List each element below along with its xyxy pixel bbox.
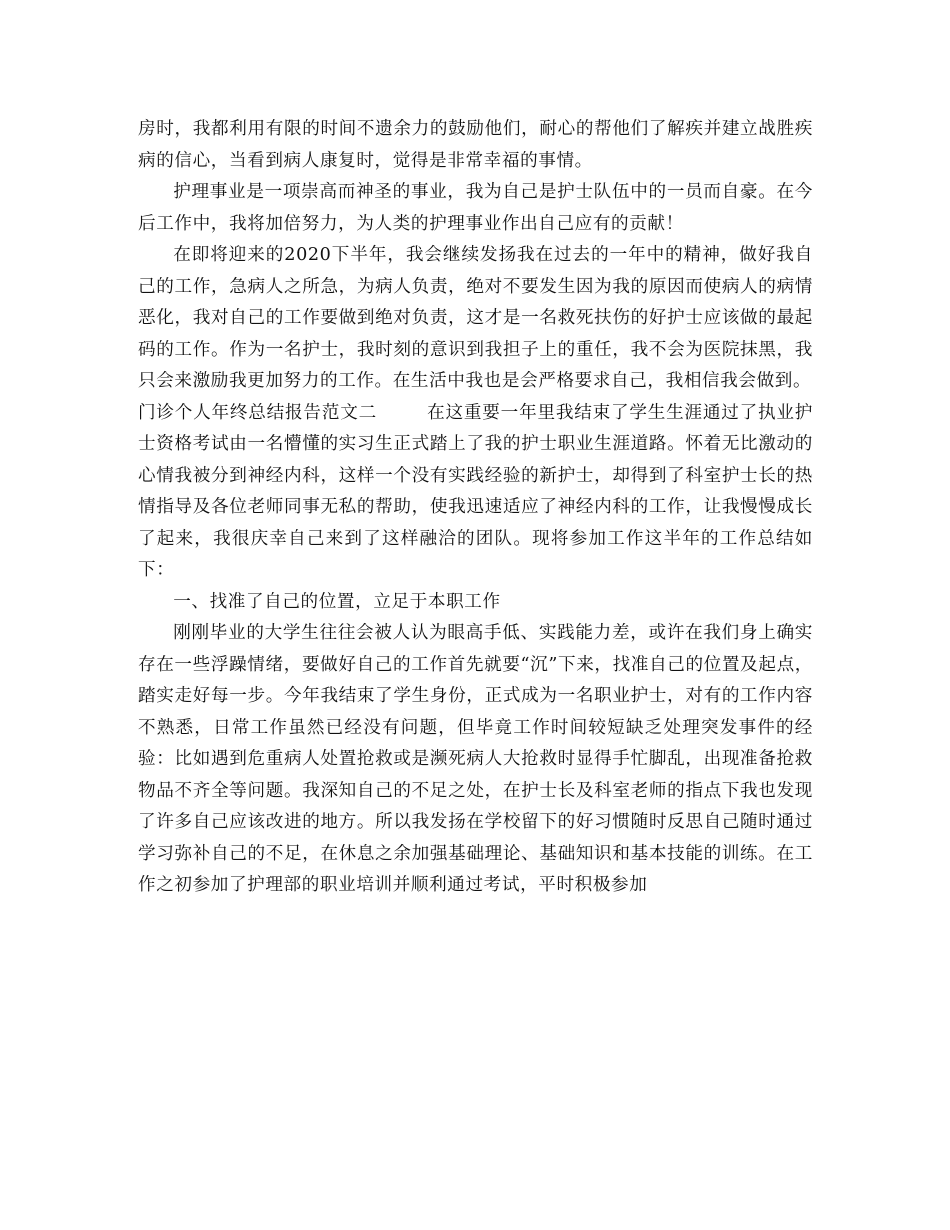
section-paragraph: [138, 398, 813, 587]
paragraph-3: 在即将迎来的2020下半年，我会继续发扬我在过去的一年中的精神，做好我自己的工作，急病人之所急，为病人负责，绝对不要发生因为我的原因而使病人的病情恶化，我对自己的工作要做到绝对负责，这才是一名救死扶伤的好护士应该做的最起码的工作。作为一名护士，我时刻的意识到我担子上的重任，我不会为医院抹黑，我只会来激励我更加努力的工作。在生活中我也是会严格要求自己，我相信我会做到。: [138, 245, 813, 391]
paragraph-1: 房时，我都利用有限的时间不遗余力的鼓励他们，耐心的帮他们了解疾并建立战胜疾病的信心，当看到病人康复时，觉得是非常幸福的事情。: [138, 119, 813, 171]
body-paragraph: 刚刚毕业的大学生往往会被人认为眼高手低、实践能力差，或许在我们身上确实存在一些浮躁情绪，要做好自己的工作首先就要“沉”下来，找准自己的位置及起点，踏实走好每一步。今年我结束了学生身份，正式成为一名职业护士，对有的工作内容不熟悉，日常工作虽然已经没有问题，但毕竟工作时间较短缺乏处理突发事件的经验：比如遇到危重病人处置抢救或是濒死病人大抢救时显得手忙脚乱，出现准备抢救物品不齐全等问题。我深知自己的不足之处，在护士长及科室老师的指点下我也发现了许多自己应该改进的地方。所以我发扬在学校留下的好习惯随时反思自己随时通过学习弥补自己的不足，在休息之余加强基础理论、基础知识和基本技能的训练。在工作之初参加了护理部的职业培训并顺利通过考试，平时积极参加: [138, 623, 813, 895]
section-lead-text: 在这重要一年里我结束了学生生涯通过了执业护士资格考试由一名懵懂的实习生正式踏上了我的护士职业生涯道路。怀着无比激动的心情我被分到神经内科，这样一个没有实践经验的新护士，却得到了科室护士长的热情指导及各位老师同事无私的帮助，使我迅速适应了神经内科的工作，让我慢慢成长了起来，我很庆幸自己来到了这样融洽的团队。现将参加工作这半年的工作总结如下：: [138, 402, 813, 580]
section-title: 门诊个人年终总结报告范文二: [138, 402, 377, 423]
document-body: [138, 114, 813, 902]
paragraph-2: 护理事业是一项崇高而神圣的事业，我为自己是护士队伍中的一员而自豪。在今后工作中，我将加倍努力，为人类的护理事业作出自己应有的贡献！: [138, 182, 813, 234]
subheading: 一、找准了自己的位置，立足于本职工作: [173, 591, 501, 612]
